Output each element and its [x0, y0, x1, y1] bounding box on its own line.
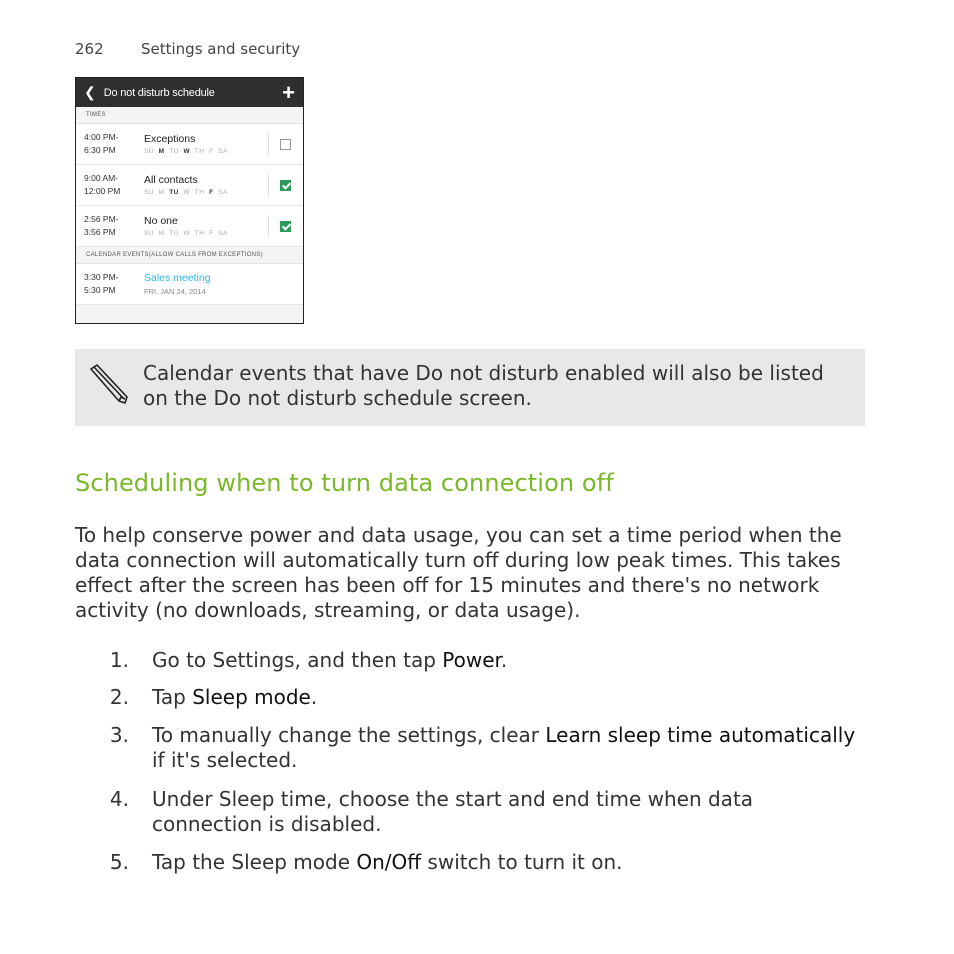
event-date: FRI, JAN 24, 2014: [144, 287, 206, 296]
row-divider: [268, 174, 269, 196]
pencil-icon: [87, 363, 129, 405]
step-item: 2. Tap Sleep mode.: [109, 685, 318, 709]
schedule-row[interactable]: [76, 165, 303, 206]
schedule-row[interactable]: [76, 206, 303, 247]
schedule-start-time: 2:56 PM-: [84, 214, 119, 224]
add-icon[interactable]: +: [282, 79, 295, 105]
section-heading: Scheduling when to turn data connection off: [75, 469, 614, 497]
intro-paragraph: To help conserve power and data usage, you can set a time period when the data connection will automatically turn off during low peak times. This takes effect after the screen has been off for 15 minutes and there's no network activity (no downloads, streaming, or data usage).: [75, 523, 842, 622]
page-header: [75, 40, 300, 58]
schedule-checkbox[interactable]: [280, 180, 291, 191]
step-item: 3. To manually change the settings, clear Learn sleep time automatically if it's selected.: [109, 723, 856, 772]
event-start-time: 3:30 PM-: [84, 272, 119, 282]
step-item: 4. Under Sleep time, choose the start and end time when data connection is disabled.: [109, 787, 754, 836]
steps-list: [75, 648, 865, 875]
schedule-name: No one: [144, 215, 178, 227]
calendar-event-row[interactable]: [76, 264, 303, 305]
phone-screen-title: Do not disturb schedule: [103, 86, 215, 99]
calendar-section-header: CALENDAR EVENTS(ALLOW CALLS FROM EXCEPTIONS): [76, 247, 303, 264]
schedule-days: SU M TU W TH F SA: [144, 189, 228, 196]
event-name: Sales meeting: [144, 272, 211, 284]
row-divider: [268, 215, 269, 237]
schedule-days: SU M TU W TH F SA: [144, 230, 228, 237]
note-box: [75, 349, 865, 426]
schedule-end-time: 6:30 PM: [84, 145, 116, 155]
phone-action-bar: [76, 78, 303, 107]
row-divider: [268, 133, 269, 155]
schedule-start-time: 4:00 PM-: [84, 132, 119, 142]
phone-screenshot: [75, 77, 304, 324]
schedule-days: SU M TU W TH F SA: [144, 148, 228, 155]
schedule-checkbox[interactable]: [280, 221, 291, 232]
schedule-end-time: 3:56 PM: [84, 227, 116, 237]
note-text: Calendar events that have Do not disturb enabled will also be listed on the Do not disturb schedule screen.: [143, 361, 824, 410]
schedule-name: All contacts: [144, 174, 198, 186]
section-title: Settings and security: [141, 40, 301, 58]
page-number: 262: [75, 40, 104, 58]
schedule-row[interactable]: [76, 124, 303, 165]
schedule-end-time: 12:00 PM: [84, 186, 121, 196]
step-item: 5. Tap the Sleep mode On/Off switch to turn it on.: [109, 850, 623, 874]
schedule-name: Exceptions: [144, 133, 196, 145]
event-end-time: 5:30 PM: [84, 285, 116, 295]
step-item: 1. Go to Settings, and then tap Power.: [109, 648, 508, 672]
schedule-start-time: 9:00 AM-: [84, 173, 119, 183]
times-section-header: TIMES: [76, 107, 303, 124]
back-arrow-icon[interactable]: ❮: [84, 84, 96, 100]
schedule-checkbox[interactable]: [280, 139, 291, 150]
